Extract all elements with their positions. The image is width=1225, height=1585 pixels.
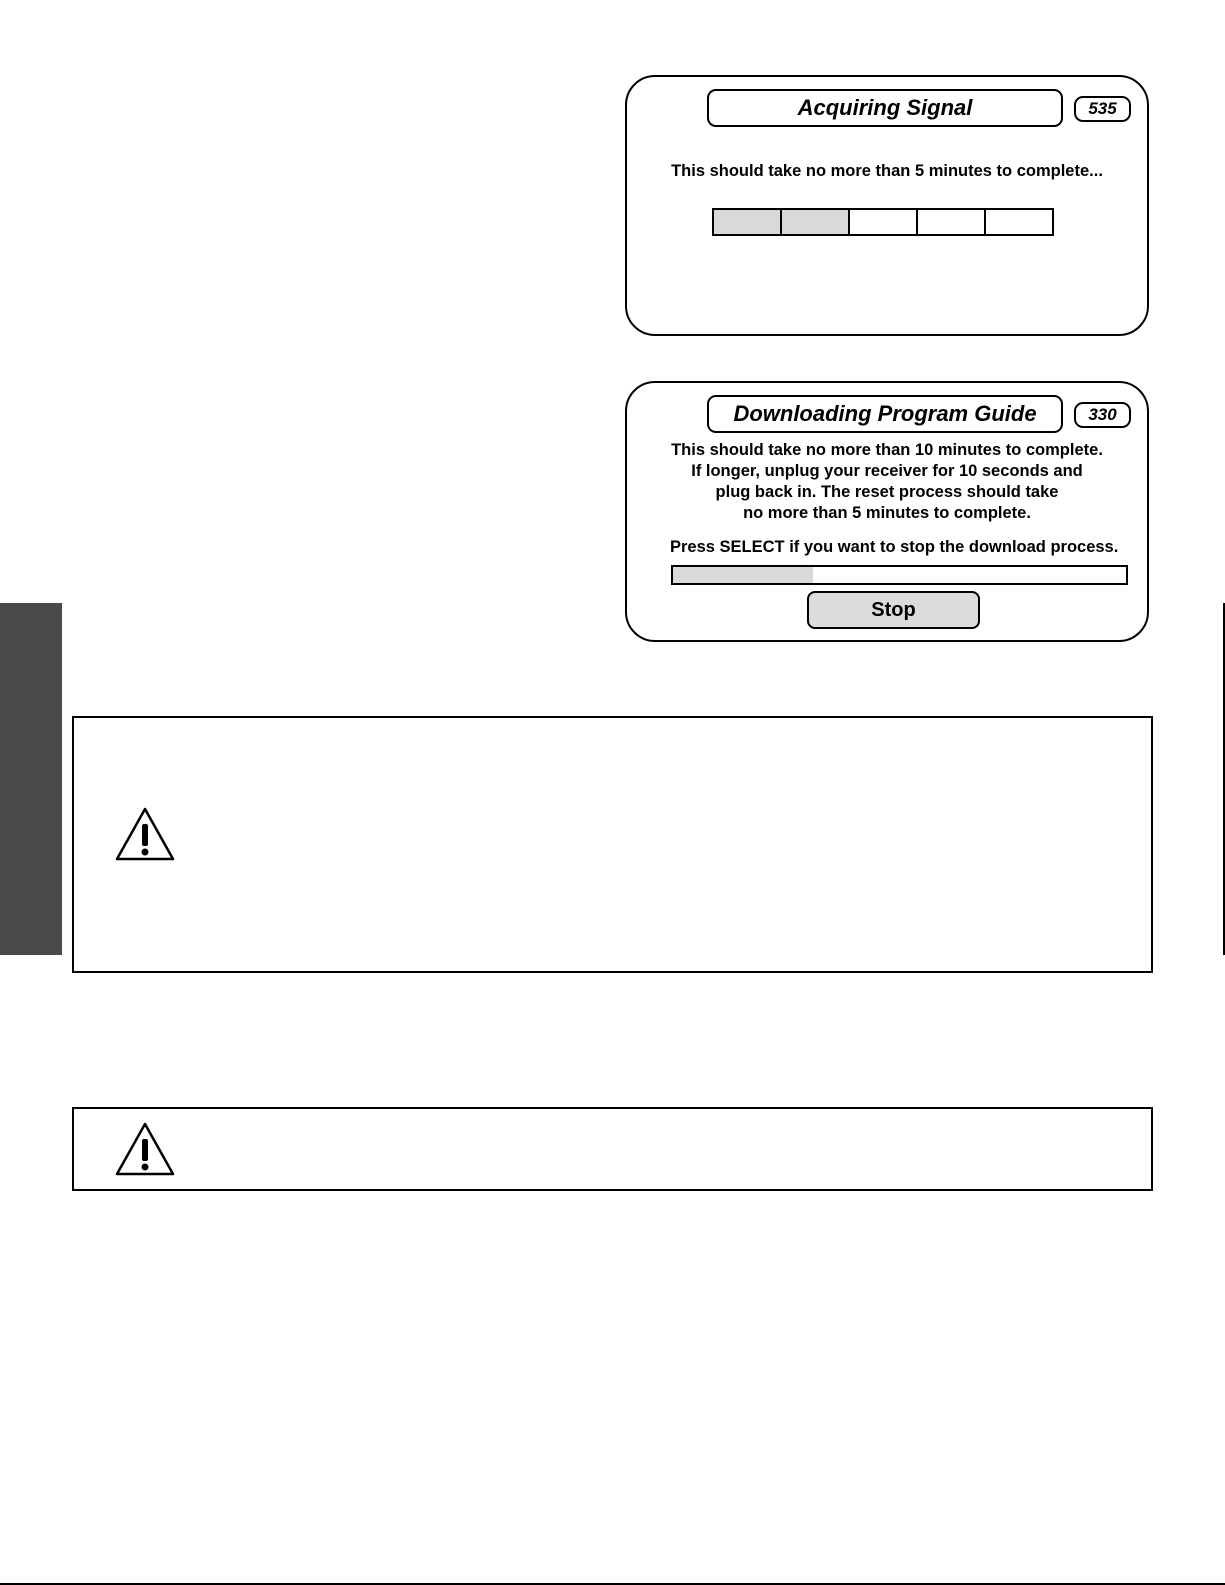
progress-segment-empty xyxy=(984,208,1054,236)
progress-segment-empty xyxy=(916,208,986,236)
section-side-tab xyxy=(0,603,62,955)
message-line: If longer, unplug your receiver for 10 seconds and xyxy=(691,462,1083,480)
acquiring-signal-channel: 535 xyxy=(1074,96,1131,122)
segmented-progress-bar xyxy=(712,208,1054,236)
downloading-guide-channel: 330 xyxy=(1074,402,1131,428)
downloading-guide-message xyxy=(627,440,1147,524)
progress-segment-filled xyxy=(780,208,850,236)
message-line: This should take no more than 10 minutes to complete. xyxy=(671,441,1103,459)
stop-instruction: Press SELECT if you want to stop the download process. xyxy=(670,538,1119,556)
downloading-guide-screen xyxy=(625,381,1149,642)
caution-box-1 xyxy=(72,716,1153,973)
message-line: no more than 5 minutes to complete. xyxy=(743,504,1031,522)
warning-triangle-icon xyxy=(114,806,176,867)
progress-segment-filled xyxy=(712,208,782,236)
message-line: plug back in. The reset process should take xyxy=(715,483,1059,501)
download-progress-bar xyxy=(671,565,1128,585)
caution-box-2 xyxy=(72,1107,1153,1191)
warning-triangle-icon xyxy=(114,1121,176,1182)
acquiring-signal-title: Acquiring Signal xyxy=(707,89,1063,127)
downloading-guide-title: Downloading Program Guide xyxy=(707,395,1063,433)
acquiring-signal-screen xyxy=(625,75,1149,336)
acquiring-signal-message: This should take no more than 5 minutes to complete... xyxy=(671,162,1103,180)
stop-button[interactable]: Stop xyxy=(807,591,980,629)
download-progress-fill xyxy=(673,567,813,583)
progress-segment-empty xyxy=(848,208,918,236)
